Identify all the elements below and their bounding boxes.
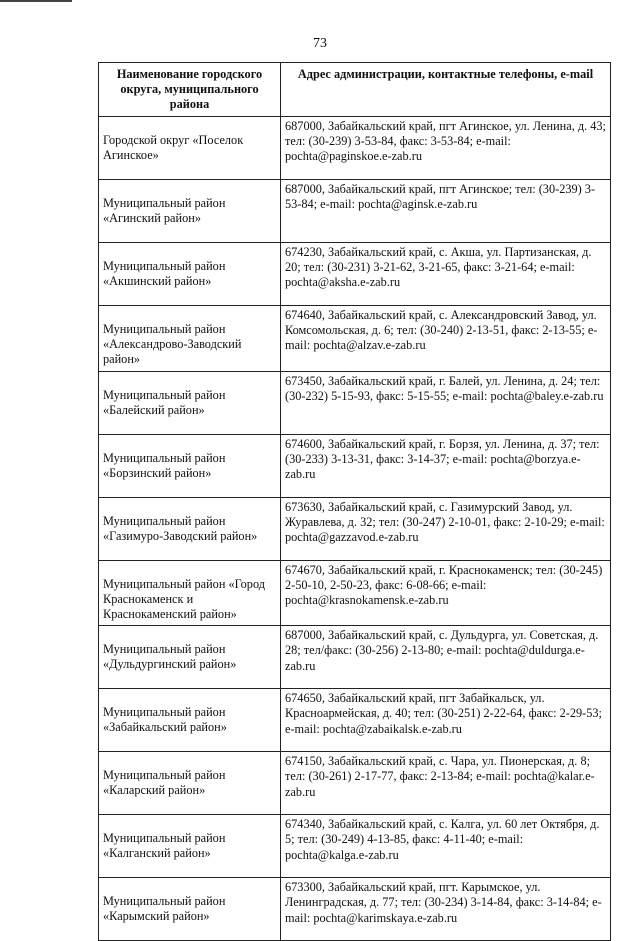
row-name-cell: Муниципальный район «Каларский район»	[99, 752, 281, 815]
scan-edge-mark	[0, 0, 72, 2]
row-address-cell: 674650, Забайкальский край, пгт Забайкальск, ул. Красноармейская, д. 40; тел: (30-251) 2-22-64, факс: 2-29-53; e-mail: pochta@zabaikalsk.e-zab.ru	[281, 689, 611, 752]
row-name-cell: Муниципальный район «Калганский район»	[99, 815, 281, 878]
table-row	[99, 243, 611, 306]
row-address-cell: 673450, Забайкальский край, г. Балей, ул. Ленина, д. 24; тел: (30-232) 5-15-93, факс: 5-15-55; e-mail: pochta@baley.e-zab.ru	[281, 371, 611, 434]
row-name-cell: Городской округ «Поселок Агинское»	[99, 117, 281, 180]
table-row	[99, 815, 611, 878]
table-row	[99, 752, 611, 815]
row-name-cell: Муниципальный район «Дульдургинский район»	[99, 626, 281, 689]
table-row	[99, 626, 611, 689]
table-row	[99, 878, 611, 941]
table-row	[99, 180, 611, 243]
table-row	[99, 497, 611, 560]
row-address-cell: 674340, Забайкальский край, с. Калга, ул. 60 лет Октября, д. 5; тел: (30-249) 4-13-85, факс: 4-11-40; e-mail: pochta@kalga.e-zab.ru	[281, 815, 611, 878]
row-address-cell: 673630, Забайкальский край, с. Газимурский Завод, ул. Журавлева, д. 32; тел: (30-247) 2-10-01, факс: 2-10-29; e-mail: pochta@gazzavod.e-zab.ru	[281, 497, 611, 560]
table-row	[99, 560, 611, 626]
row-address-cell: 687000, Забайкальский край, пгт Агинское; тел: (30-239) 3-53-84; e-mail: pochta@aginsk.e-zab.ru	[281, 180, 611, 243]
row-address-cell: 674230, Забайкальский край, с. Акша, ул. Партизанская, д. 20; тел: (30-231) 3-21-62, 3-21-65, факс: 3-21-64; e-mail: pochta@aksha.e-zab.ru	[281, 243, 611, 306]
table-row	[99, 689, 611, 752]
row-name-cell: Муниципальный район «Карымский район»	[99, 878, 281, 941]
row-address-cell: 674150, Забайкальский край, с. Чара, ул. Пионерская, д. 8; тел: (30-261) 2-17-77, факс: 2-13-84; e-mail: pochta@kalar.e-zab.ru	[281, 752, 611, 815]
table-row	[99, 117, 611, 180]
administrations-table	[98, 62, 611, 941]
table-row	[99, 434, 611, 497]
row-name-cell: Муниципальный район «Город Краснокаменск и Краснокаменский район»	[99, 560, 281, 626]
row-address-cell: 687000, Забайкальский край, с. Дульдурга, ул. Советская, д. 28; тел/факс: (30-256) 2-13-80; e-mail: pochta@duldurga.e-zab.ru	[281, 626, 611, 689]
row-address-cell: 674600, Забайкальский край, г. Борзя, ул. Ленина, д. 37; тел: (30-233) 3-13-31, факс: 3-14-37; e-mail: pochta@borzya.e-zab.ru	[281, 434, 611, 497]
page-number: 73	[313, 36, 327, 51]
row-address-cell: 674640, Забайкальский край, с. Александровский Завод, ул. Комсомольская, д. 6; тел: (30-240) 2-13-51, факс: 2-13-55; e-mail: pochta@alzav.e-zab.ru	[281, 306, 611, 372]
table-row	[99, 306, 611, 372]
table-row	[99, 371, 611, 434]
header-name: Наименование городского округа, муниципального района	[99, 63, 281, 117]
header-address: Адрес администрации, контактные телефоны, e-mail	[281, 63, 611, 117]
row-name-cell: Муниципальный район «Александрово-Заводский район»	[99, 306, 281, 372]
row-address-cell: 687000, Забайкальский край, пгт Агинское, ул. Ленина, д. 43; тел: (30-239) 3-53-84, факс: 3-53-84; e-mail: pochta@paginskoe.e-zab.ru	[281, 117, 611, 180]
table-header-row	[99, 63, 611, 117]
row-name-cell: Муниципальный район «Акшинский район»	[99, 243, 281, 306]
row-name-cell: Муниципальный район «Забайкальский район»	[99, 689, 281, 752]
row-name-cell: Муниципальный район «Балейский район»	[99, 371, 281, 434]
row-name-cell: Муниципальный район «Газимуро-Заводский район»	[99, 497, 281, 560]
row-name-cell: Муниципальный район «Агинский район»	[99, 180, 281, 243]
row-name-cell: Муниципальный район «Борзинский район»	[99, 434, 281, 497]
row-address-cell: 673300, Забайкальский край, пгт. Карымское, ул. Ленинградская, д. 77; тел: (30-234) 3-14-84, факс: 3-14-84; e-mail: pochta@karimskaya.e-zab.ru	[281, 878, 611, 941]
row-address-cell: 674670, Забайкальский край, г. Краснокаменск; тел: (30-245) 2-50-10, 2-50-23, факс: 6-08-66; e-mail: pochta@krasnokamensk.e-zab.ru	[281, 560, 611, 626]
